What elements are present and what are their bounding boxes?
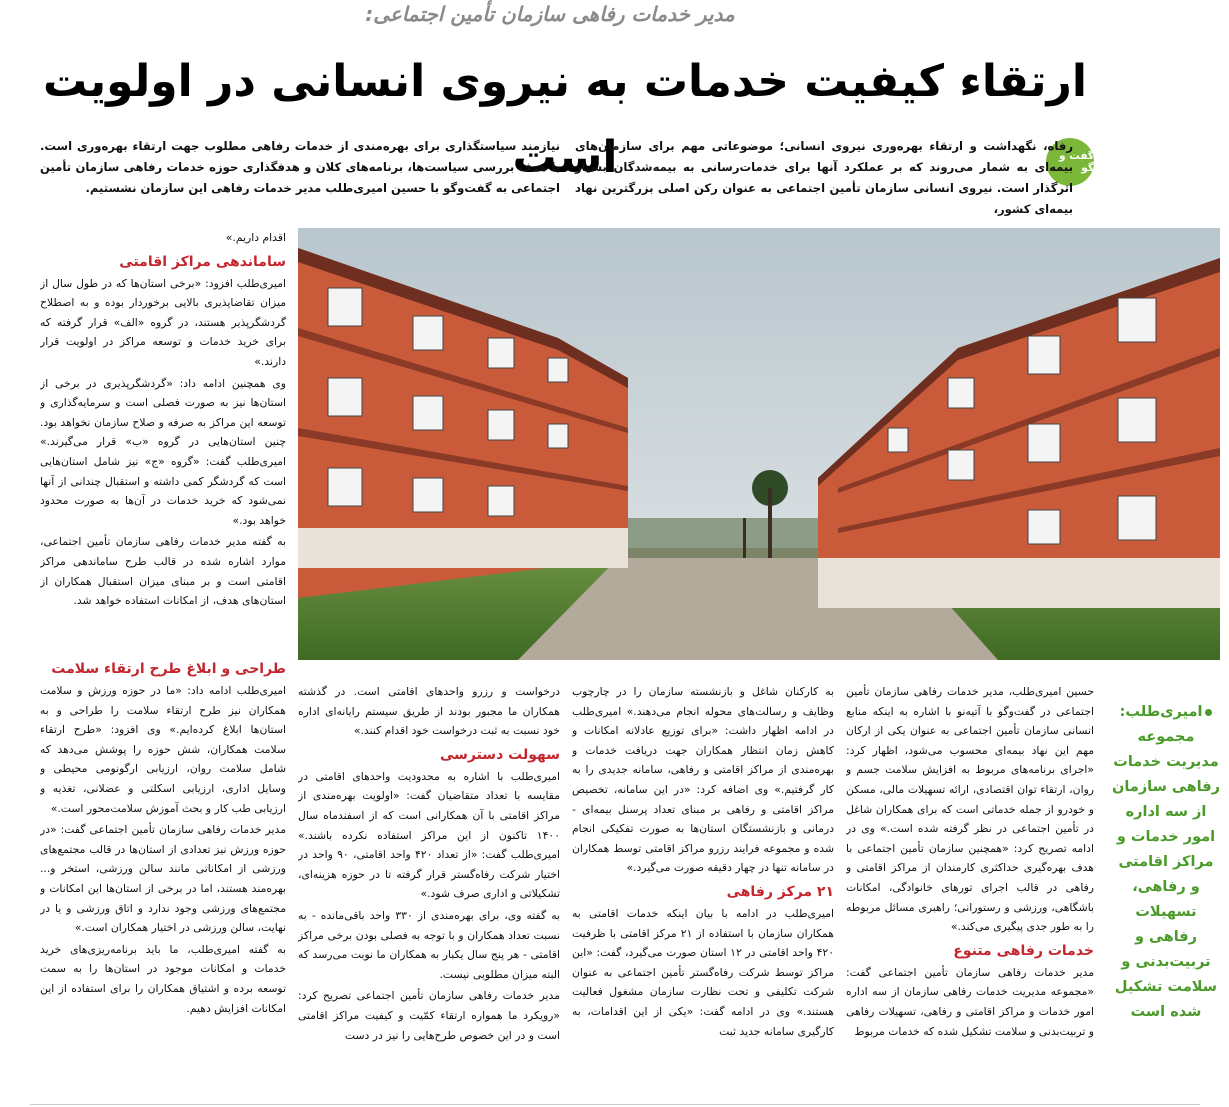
kicker-title: مدیر خدمات رفاهی سازمان تأمین اجتماعی:	[365, 2, 735, 26]
paragraph: به گفته وی، برای بهره‌مندی از ۳۳۰ واحد باقی‌مانده - به نسبت تعداد همکاران و با توجه به فصلی بودن برخی مراکز اقامتی - هر پنج سال یکبار به همکاران ما نوبت می‌رسد که البته میزان مطلوبی نیست.	[298, 908, 560, 981]
paragraph: مدیر خدمات رفاهی سازمان تأمین اجتماعی گفت: «در حوزه ورزش نیز تعدادی از استان‌ها در قالب مجتمع‌های ورزشی از امکاناتی مانند سالن ورزشی، استخر و... بهره‌مند هستند، اما در برخی از استان‌ها این امکانات و مجتمع‌های ورزشی وجود ندارد و اتاق ورزشی و یا در نهایت، سالن ورزشی در اختیار همکاران است.»	[40, 823, 286, 935]
subheading: سهولت دسترسی	[439, 746, 560, 763]
subheading: خدمات رفاهی متنوع	[953, 942, 1094, 959]
paragraph: حسین امیری‌طلب، مدیر خدمات رفاهی سازمان تأمین اجتماعی در گفت‌وگو با آتیه‌نو با اشاره به اینکه منابع انسانی سازمان تأمین اجتماعی به عنوان یکی از ارکان مهم این نهاد بیمه‌ای محسوب می‌شود، اظهار کرد: «اجرای برنامه‌های مربوط به افزایش سلامت جسم و روان، ارتقاء توان اقتصادی، ارائه تسهیلات مالی، مسکن و خودرو از جمله خدماتی است که برای همکاران شاغل در تأمین اجتماعی در نظر گرفته شده است.» وی در ادامه تصریح کرد: «همچنین سازمان تأمین اجتماعی با هدف بهره‌گیری حداکثری کارمندان از مراکز اقامتی و رفاهی در قالب اجرای تورهای خانوادگی، امکانات باشگاهی، ورزشی و رستورانی؛ راهبری مسائل مربوطه را به طور جدی پیگیری می‌کند.»	[846, 685, 1094, 934]
paragraph: به گفته مدیر خدمات رفاهی سازمان تأمین اجتماعی، موارد اشاره شده در قالب طرح ساماندهی مراکز اقامتی است و بر مبنای میزان استقبال همکاران از استان‌های هدف، از امکانات استفاده خواهد شد.	[40, 535, 286, 608]
paragraph: مدیر خدمات رفاهی سازمان تأمین اجتماعی تصریح کرد: «رویکرد ما همواره ارتقاء کمّیت و کیفیت مراکز اقامتی است و در این خصوص طرح‌هایی را نیز در دست	[298, 989, 560, 1042]
bullet-dot-icon	[1205, 709, 1212, 716]
paragraph: مدیر خدمات رفاهی سازمان تأمین اجتماعی گفت: «مجموعه مدیریت خدمات رفاهی سازمان از سه اداره امور خدمات و مراکز اقامتی و رفاهی، تسهیلات رفاهی و تربیت‌بدنی و سلامت تشکیل شده که خدمات مربوط	[846, 965, 1094, 1038]
paragraph: درخواست و رزرو واحدهای اقامتی است. در گذشته همکاران ما مجبور بودند از طریق سیستم رایانه‌ای اداره خود نسبت به ثبت درخواست خود اقدام کنند.»	[298, 685, 560, 738]
paragraph: به کارکنان شاغل و بازنشسته سازمان را در چارچوب وظایف و رسالت‌های محوله انجام می‌دهند.» امیری‌طلب در ادامه اظهار داشت: «برای توزیع عادلانه امکانات و کاهش زمان انتظار همکاران جهت دریافت خدمات و بهره‌مندی از مراکز اقامتی و رفاهی، سامانه جدیدی را به کار گرفتیم.» وی اضافه کرد: «در این سامانه، تخصیص مراکز اقامتی و رفاهی بر مبنای تعداد پرسنل بیمه‌ای - درمانی و بازنشستگان استان‌ها به صورت تفکیکی انجام شده و مجموعه فرایند رزرو مراکز اقامتی توسط همکاران در سامانه تنها در چهار دقیقه صورت می‌گیرد.»	[572, 685, 834, 875]
subheading: ۲۱ مرکز رفاهی	[726, 883, 834, 900]
paragraph: وی همچنین ادامه داد: «گردشگرپذیری در برخی از استان‌ها نیز به صورت فصلی است و سرمایه‌گذاری و توسعه این مراکز به صرفه و صلاح سازمان نخواهد بود. چنین استان‌هایی در گروه «ب» قرار می‌گیرند.» امیری‌طلب گفت: «گروه «ج» نیز شامل استان‌هایی است که گردشگر کمی داشته و استقبال چندانی از آنها نمی‌شود که خرید خدمات در آن‌ها به صورت محدود خواهد بود.»	[40, 376, 286, 527]
subheading: طراحی و ابلاغ طرح ارتقاء سلامت	[51, 661, 286, 677]
column-b	[298, 682, 560, 1102]
buildings-photo-illustration	[298, 228, 1220, 660]
paragraph: امیری‌طلب افزود: «برخی استان‌ها که در طول سال از میزان تقاضاپذیری بالایی برخوردار بوده و به اصطلاح گردشگرپذیر هستند، در گروه «الف» قرار گرفته که برای خرید خدمات و توسعه مراکز در اولویت قرار دارند.»	[40, 276, 286, 368]
article-photo	[298, 228, 1220, 660]
headline: ارتقاء کیفیت خدمات به نیروی انسانی در اولویت است	[43, 56, 1087, 183]
column-d	[846, 682, 1094, 1102]
paragraph: امیری‌طلب ادامه داد: «ما در حوزه ورزش و سلامت همکاران نیز طرح ارتقاء سلامت را طراحی و به استان‌ها ابلاغ کرده‌ایم.» وی افزود: «طرح ارتقاء سلامت همکاران، شش حوزه را پوشش می‌دهد که شامل سلامت روان، ارزیابی ارگونومی محیطی و وسایل اداری، ارزیابی اسکلتی و عضلانی، تغذیه و ارزیابی طب کار و بحث آموزش سلامت‌محور است.»	[40, 684, 286, 815]
subheading: ساماندهی مراکز اقامتی	[119, 253, 286, 270]
pull-quote	[1112, 700, 1220, 1025]
section-badge: گفت و گو	[1046, 138, 1094, 186]
paragraph: به گفته امیری‌طلب، ما باید برنامه‌ریزی‌های خرید خدمات و امکانات موجود در استان‌ها را به سمت توسعه برده و اشتیاق همکاران را برای استفاده از این امکانات افزایش دهیم.	[40, 942, 286, 1015]
bottom-divider	[30, 1104, 1200, 1105]
intro-paragraph-right: رفاه، نگهداشت و ارتقاء بهره‌وری نیروی انسانی؛ موضوعاتی مهم برای سازمان‌های بیمه‌ای به شمار می‌روند که بر عملکرد آنها برای خدمات‌رسانی به بیمه‌شدگان بسیار اثرگذار است. نیروی انسانی سازمان تأمین اجتماعی به عنوان رکن اصلی بزرگترین نهاد بیمه‌ای کشور،	[575, 139, 1073, 216]
pull-quote-name: امیری‌طلب:	[1119, 704, 1203, 720]
pull-quote-text: مجموعه مدیریت خدمات رفاهی سازمان از سه اداره امور خدمات و مراکز اقامتی و رفاهی، تسهیلات رفاهی و تربیت‌بدنی و سلامت تشکیل شده است	[1112, 729, 1220, 1020]
paragraph: اقدام داریم.»	[225, 231, 286, 244]
column-a-lower	[40, 655, 286, 1100]
column-a	[40, 228, 286, 648]
paragraph: امیری‌طلب با اشاره به محدودیت واحدهای اقامتی در مقایسه با تعداد متقاضیان گفت: «اولویت بهره‌مندی از مراکز اقامتی با آن همکارانی است که از اسفندماه سال ۱۴۰۰ تاکنون از این مراکز استفاده نکرده باشند.» امیری‌طلب گفت: «از تعداد ۴۲۰ واحد اقامتی، ۹۰ واحد در اختیار شرکت رفاه‌گستر قرار گرفته تا در حوزه هزینه‌ای، تشکیلاتی و اداری صرف شود.»	[298, 769, 560, 901]
intro-paragraph-left: نیازمند سیاستگذاری برای بهره‌مندی از خدمات رفاهی مطلوب جهت ارتقاء بهره‌وری است. با هدف بررسی سیاست‌ها، برنامه‌های کلان و هدفگذاری حوزه خدمات رفاهی سازمان تأمین اجتماعی به گفت‌وگو با حسین امیری‌طلب مدیر خدمات رفاهی این سازمان نشستیم.	[40, 139, 560, 195]
column-c	[572, 682, 834, 1102]
paragraph: امیری‌طلب در ادامه با بیان اینکه خدمات اقامتی به همکاران سازمان با استفاده از ۲۱ مرکز اقامتی با ظرفیت ۴۲۰ واحد اقامتی در ۱۲ استان صورت می‌گیرد، گفت: «این مراکز توسط شرکت رفاه‌گستر تأمین اجتماعی به عنوان شرکت تکلیفی و تحت نظارت سازمان مشغول فعالیت هستند.» وی در ادامه گفت: «یکی از این اقدامات، به کارگیری سامانه جدید ثبت	[572, 906, 834, 1038]
